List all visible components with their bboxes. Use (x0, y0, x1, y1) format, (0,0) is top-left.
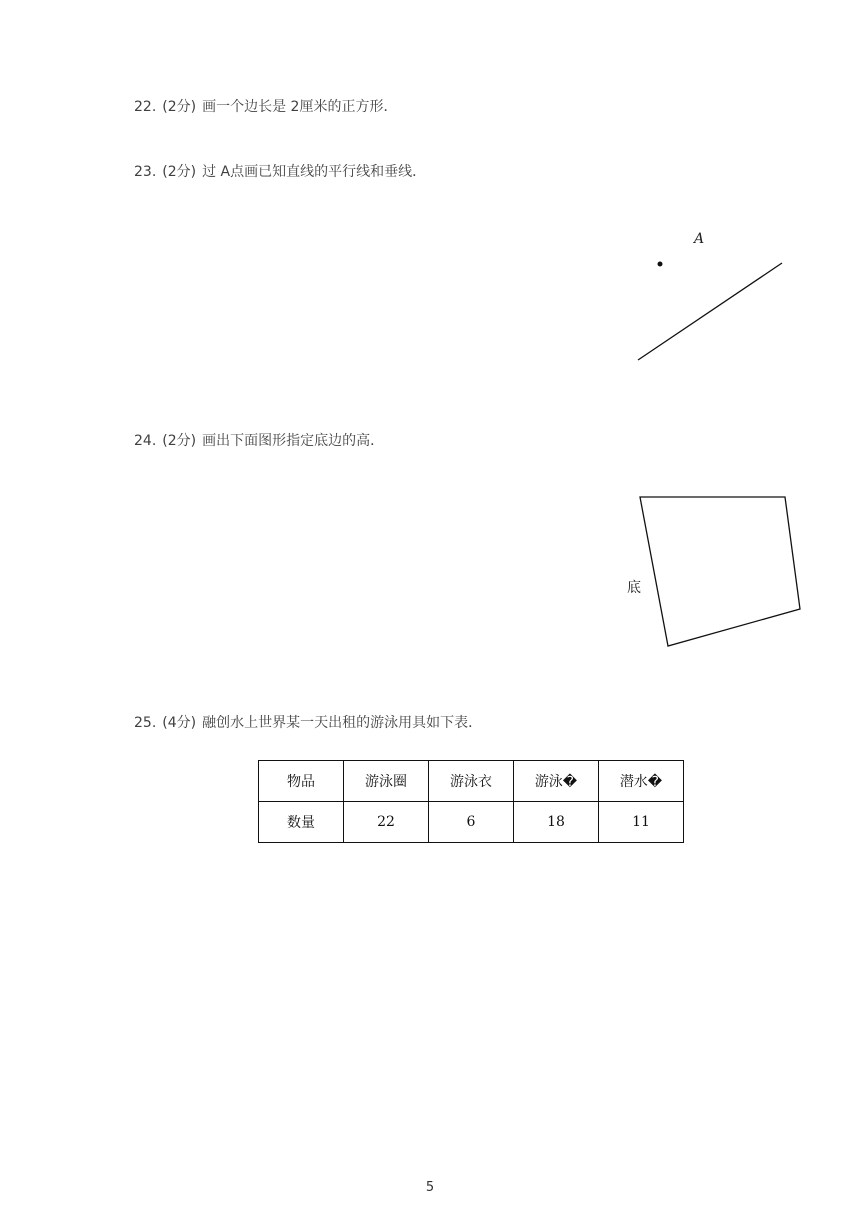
question-points: (2分) (162, 99, 197, 115)
table-row (259, 802, 684, 843)
count-cell: 6 (429, 802, 514, 843)
question-points: (4分) (162, 715, 197, 731)
question-text: 融创水上世界某一天出租的游泳用具如下表． (202, 715, 483, 731)
row-header-item: 物品 (259, 761, 344, 802)
question-points: (2分) (162, 164, 197, 180)
item-cell: 游泳圈 (344, 761, 429, 802)
point-a (658, 262, 663, 267)
question-number: 22. (134, 99, 157, 115)
point-a-label: A (694, 231, 705, 247)
base-label: 底 (627, 580, 641, 596)
page-number: 5 (425, 1180, 435, 1195)
count-cell: 22 (344, 802, 429, 843)
question-text: 画出下面图形指定底边的高． (202, 433, 385, 449)
question-number: 24. (134, 433, 157, 449)
item-cell: 潜水� (599, 761, 684, 802)
count-cell: 18 (514, 802, 599, 843)
table-row (259, 761, 684, 802)
item-cell: 游泳衣 (429, 761, 514, 802)
item-cell: 游泳� (514, 761, 599, 802)
quadrilateral-shape (640, 497, 800, 646)
rental-table (258, 760, 684, 843)
given-line (638, 263, 782, 360)
row-header-count: 数量 (259, 802, 344, 843)
count-cell: 11 (599, 802, 684, 843)
question-text: 画一个边长是 2厘米的正方形． (202, 99, 398, 115)
question-points: (2分) (162, 433, 197, 449)
question-text: 过 A点画已知直线的平行线和垂线． (202, 164, 427, 180)
question-number: 23. (134, 164, 157, 180)
question-number: 25. (134, 715, 157, 731)
